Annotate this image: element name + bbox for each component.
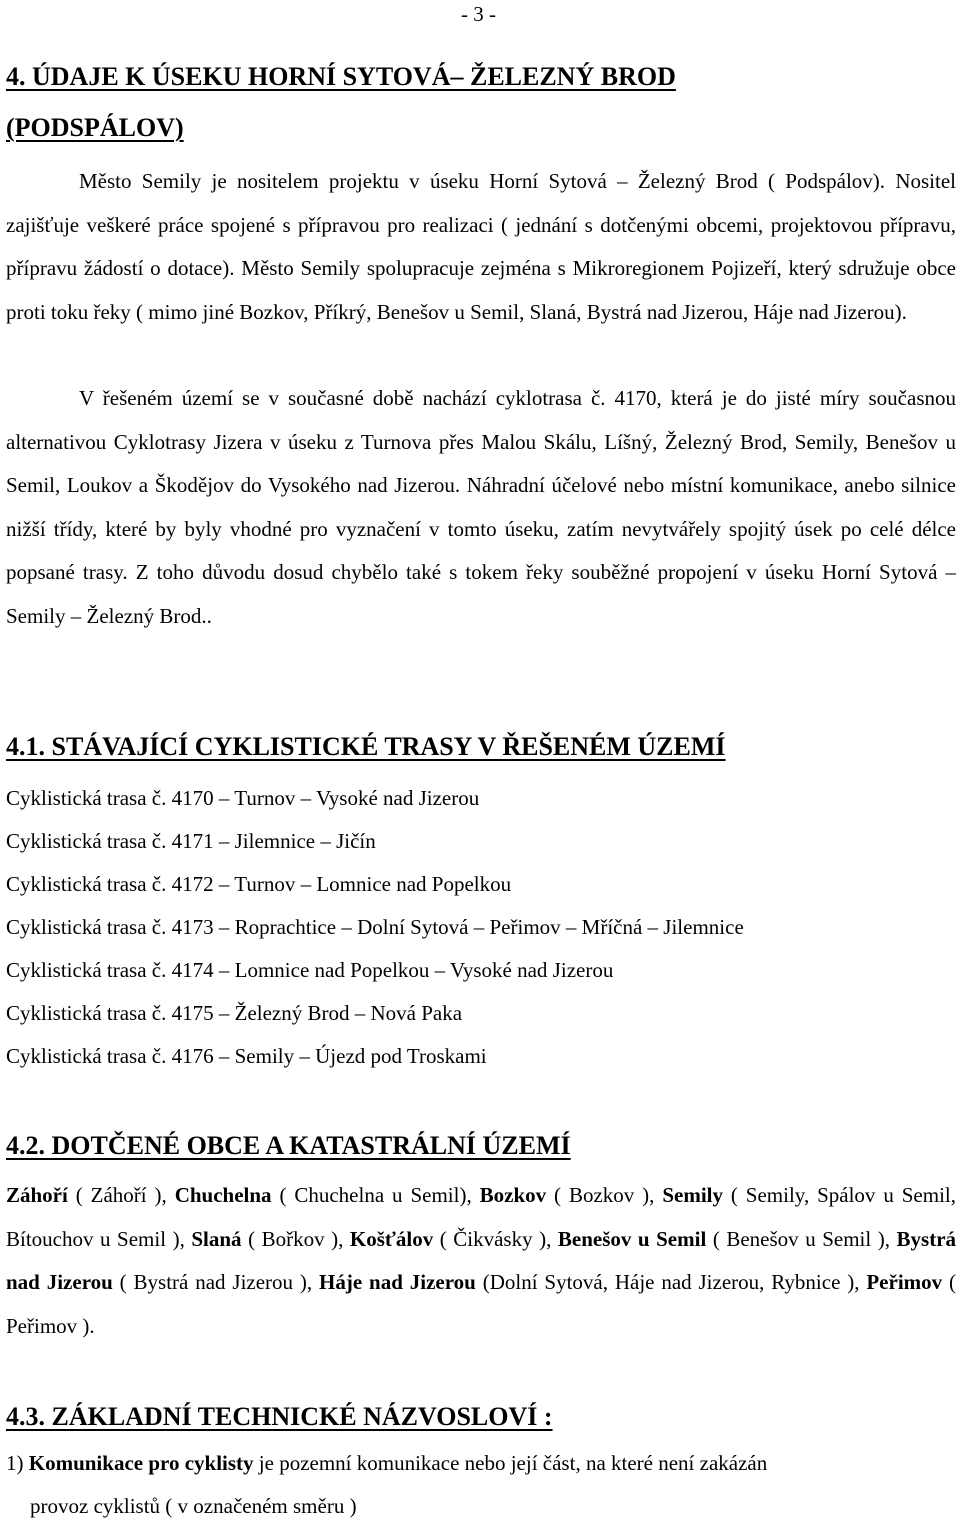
municipality-detail: ( Bozkov ),	[546, 1183, 663, 1207]
municipality-name: Chuchelna	[174, 1183, 272, 1207]
terminology-item-number: 1)	[6, 1451, 24, 1475]
municipality-detail: ( Semily, Spálov u Semil, Bítouchov u Semil ),	[6, 1183, 956, 1251]
municipality-name: Bystrá nad Jizerou	[6, 1226, 957, 1294]
section-4-paragraph-2	[6, 377, 956, 638]
municipality-detail: ( Benešov u Semil ),	[706, 1226, 897, 1251]
municipality-name: Záhoří	[6, 1183, 68, 1207]
municipality-name: Benešov u Semil	[557, 1226, 707, 1251]
route-item: Cyklistická trasa č. 4170 – Turnov – Vysoké nad Jizerou	[6, 786, 480, 810]
route-item: Cyklistická trasa č. 4172 – Turnov – Lomnice nad Popelkou	[6, 872, 512, 896]
municipality-name: Semily	[662, 1183, 723, 1207]
route-item: Cyklistická trasa č. 4176 – Semily – Újezd pod Troskami	[6, 1044, 487, 1068]
municipality-detail: ( Chuchelna u Semil),	[271, 1183, 480, 1207]
municipalities-paragraph	[6, 1174, 956, 1348]
municipality-detail: ( Peřimov ).	[6, 1270, 957, 1338]
section-4-title-line1: 4. ÚDAJE K ÚSEKU HORNÍ SYTOVÁ– ŽELEZNÝ BROD	[6, 62, 676, 91]
route-item: Cyklistická trasa č. 4171 – Jilemnice – Jičín	[6, 829, 376, 853]
terminology-item-1-continuation: provoz cyklistů ( v označeném směru )	[30, 1494, 357, 1518]
section-4-1-title: 4.1. STÁVAJÍCÍ CYKLISTICKÉ TRASY V ŘEŠENÉM ÚZEMÍ	[6, 732, 726, 761]
section-4-2-title: 4.2. DOTČENÉ OBCE A KATASTRÁLNÍ ÚZEMÍ	[6, 1131, 571, 1160]
terminology-item-1	[6, 1451, 767, 1476]
municipality-detail: ( Čikvásky ),	[433, 1226, 558, 1251]
municipality-detail: (Dolní Sytová, Háje nad Jizerou, Rybnice ),	[475, 1270, 867, 1294]
municipality-detail: ( Bystrá nad Jizerou ),	[112, 1270, 320, 1294]
route-item: Cyklistická trasa č. 4174 – Lomnice nad Popelkou – Vysoké nad Jizerou	[6, 958, 614, 982]
municipality-detail: ( Záhoří ),	[67, 1183, 175, 1207]
municipality-name: Háje nad Jizerou	[319, 1270, 476, 1294]
section-4-3-title: 4.3. ZÁKLADNÍ TECHNICKÉ NÁZVOSLOVÍ :	[6, 1402, 553, 1431]
section-4-paragraph-2-italic: V řešeném území se v současné době nachází cyklotrasa č.	[79, 386, 606, 410]
section-4-paragraph-1	[6, 160, 956, 334]
route-item: Cyklistická trasa č. 4175 – Železný Brod – Nová Paka	[6, 1001, 463, 1025]
terminology-term: Komunikace pro cyklisty	[28, 1451, 254, 1475]
municipality-name: Slaná	[191, 1226, 242, 1251]
municipality-detail: ( Bořkov ),	[241, 1226, 350, 1251]
route-item: Cyklistická trasa č. 4173 – Roprachtice – Dolní Sytová – Peřimov – Mříčná – Jilemnice	[6, 915, 744, 939]
municipality-name: Peřimov	[866, 1270, 943, 1294]
municipality-name: Bozkov	[479, 1183, 547, 1207]
terminology-definition: je pozemní komunikace nebo její část, na které není zakázán	[253, 1451, 768, 1475]
page-number: - 3 -	[461, 2, 496, 26]
section-4-title-line2: (PODSPÁLOV)	[6, 113, 184, 142]
municipality-name: Košťálov	[349, 1226, 434, 1251]
section-4-paragraph-2-text: 4170, která je do jisté míry současnou alternativou Cyklotrasy Jizera v úseku z Turnova přes Malou Skálu, Líšný, Železný Brod, Semily, Benešov u Semil, Loukov a Škodějov do Vysokého nad Jizerou. Náhradní účelové nebo místní komunikace, anebo silnice nižší třídy, které by byly vhodné pro vyznačení v tomto úseku, zatím nevytvářely spojitý úsek po celé délce popsané trasy. Z toho důvodu dosud chybělo také s tokem řeky souběžné propojení v úseku Horní Sytová – Semily – Železný Brod..	[6, 386, 956, 628]
section-4-paragraph-1-text: Město Semily je nositelem projektu v úseku Horní Sytová – Železný Brod ( Podspálov). Nositel zajišťuje veškeré práce spojené s přípravou pro realizaci ( jednání s dotčenými obcemi, projektovou přípravu, přípravu žádostí o dotace). Město Semily spolupracuje zejména s Mikroregionem Pojizeří, který sdružuje obce proti toku řeky ( mimo jiné Bozkov, Příkrý, Benešov u Semil, Slaná, Bystrá nad Jizerou, Háje nad Jizerou).	[6, 169, 956, 324]
